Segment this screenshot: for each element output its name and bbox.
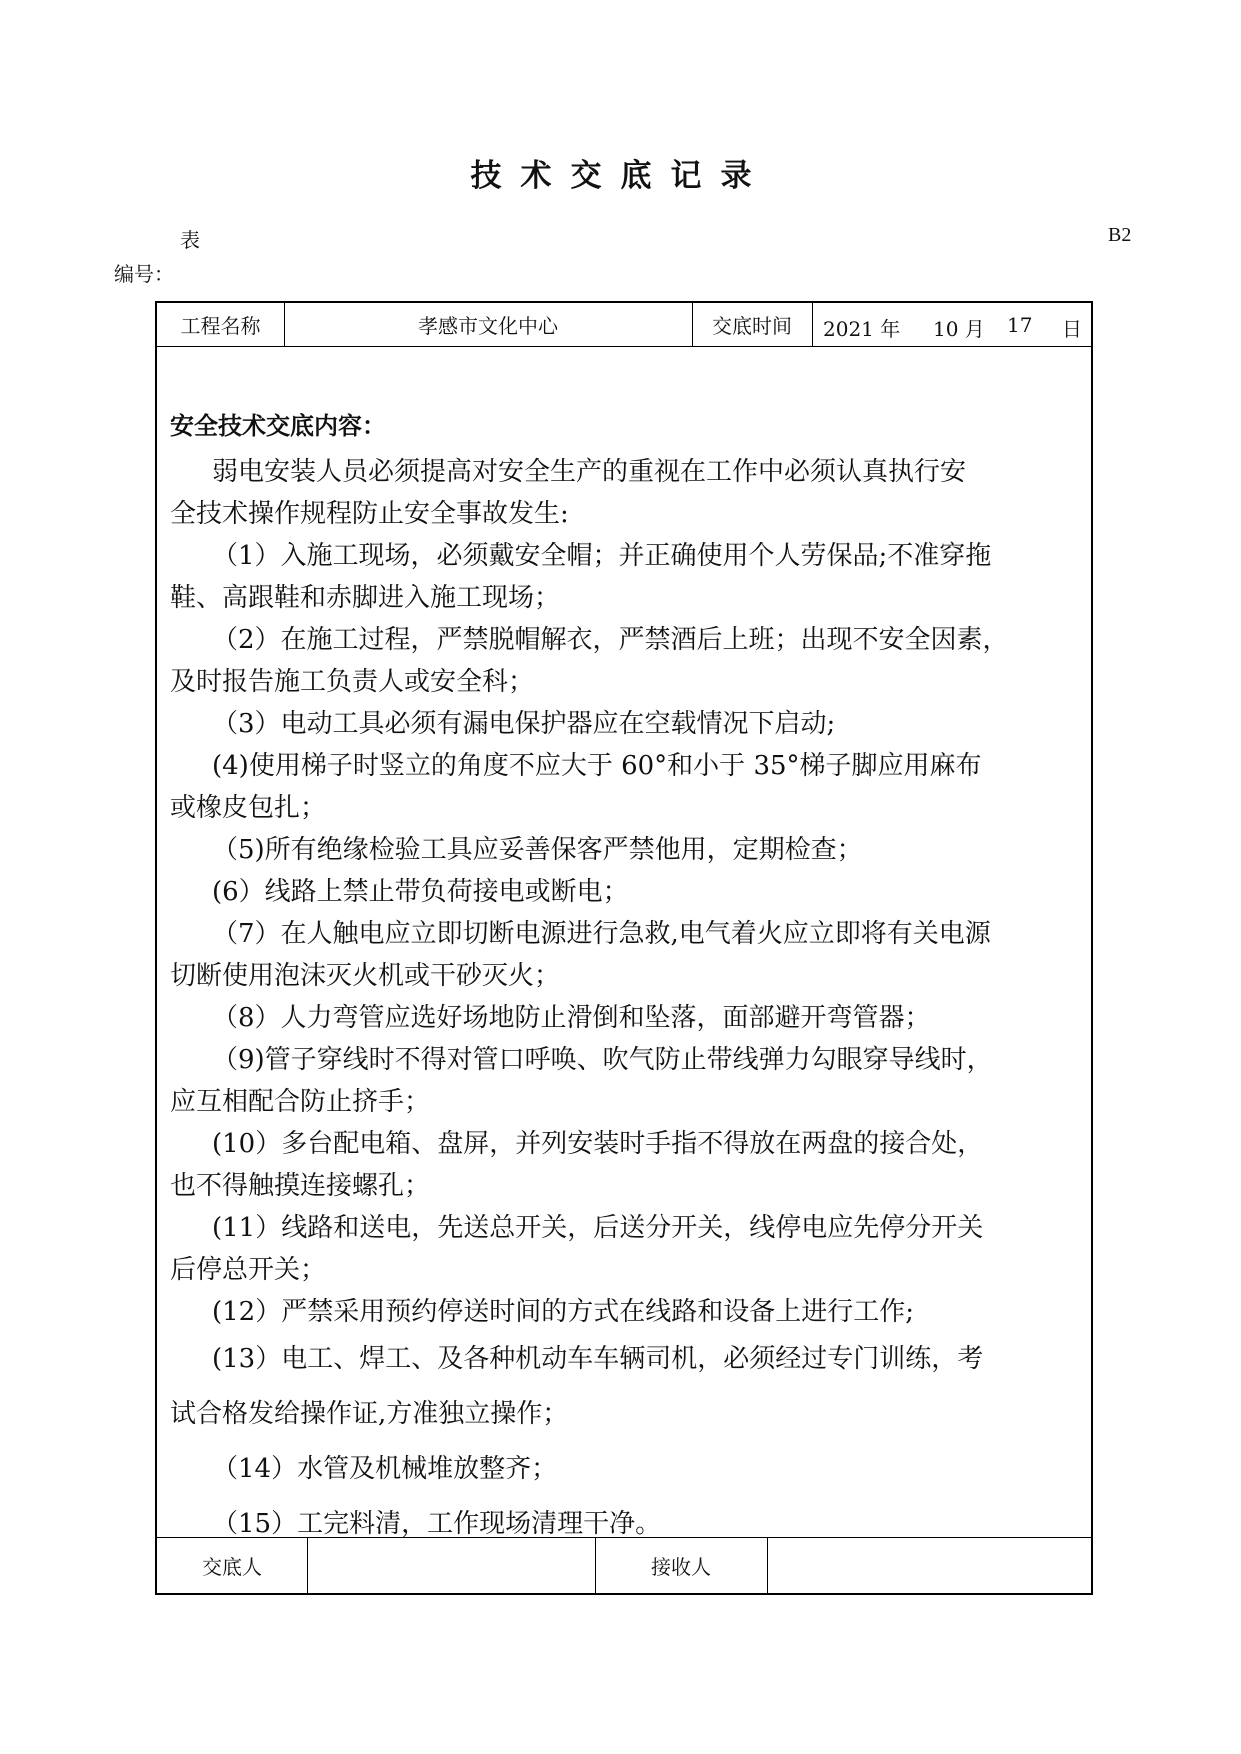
receiver-label: 接收人 [651,1554,711,1579]
project-name-value: 孝感市文化中心 [418,314,558,338]
form-code: B2 [1108,224,1132,246]
divider [157,346,1091,347]
content-heading: 安全技术交底内容： [170,412,386,440]
divider [812,303,813,346]
content-line: (11）线路和送电，先送总开关，后送分开关，线停电应先停分开关 [212,1213,984,1243]
content-line: (6）线路上禁止带负荷接电或断电； [212,877,629,907]
project-name-label: 工程名称 [180,314,261,338]
date-day-unit: 日 [1062,317,1082,341]
giver-value [307,1537,595,1593]
content-line: （3）电动工具必须有漏电保护器应在空载情况下启动; [212,709,836,739]
content-line: （2）在施工过程，严禁脱帽解衣，严禁酒后上班；出现不安全因素， [212,625,1009,655]
giver-label: 交底人 [202,1554,262,1579]
content-line: 后停总开关； [170,1255,327,1285]
content-line: (13）电工、焊工、及各种机动车车辆司机，必须经过专门训练，考 [212,1344,984,1374]
date-year: 2021 年 [823,317,901,341]
content-line: 也不得触摸连接螺孔； [170,1171,431,1201]
content-line: 切断使用泡沫灭火机或干砂灭火； [170,961,561,991]
content-line: （5)所有绝缘检验工具应妥善保客严禁他用，定期检查； [212,835,863,865]
content-line: （8）人力弯管应选好场地防止滑倒和坠落，面部避开弯管器； [212,1003,931,1033]
content-line: 全技术操作规程防止安全事故发生: [170,499,569,529]
record-table [155,301,1093,1595]
content-line: （7）在人触电应立即切断电源进行急救,电气着火应立即将有关电源 [212,919,991,949]
date-label: 交底时间 [712,314,792,338]
content-line: 及时报告施工负责人或安全科； [170,667,535,697]
content-line: （14）水管及机械堆放整齐； [212,1454,558,1484]
date-month: 10 月 [933,317,985,341]
content-line: (10）多台配电箱、盘屏，并列安装时手指不得放在两盘的接合处， [212,1129,984,1159]
content-line: 应互相配合防止挤手； [170,1087,431,1117]
content-line: 鞋、高跟鞋和赤脚进入施工现场； [170,583,561,613]
document-title: 技术交底记录 [470,158,771,194]
form-label: 表 [180,228,200,252]
safety-content [170,373,1070,1543]
content-line: 弱电安装人员必须提高对安全生产的重视在工作中必须认真执行安 [212,457,967,487]
content-line: 试合格发给操作证,方准独立操作； [170,1399,569,1429]
number-label: 编号： [114,262,174,286]
content-line: （9)管子穿线时不得对管口呼唤、吹气防止带线弹力勾眼穿导线时， [212,1045,993,1075]
content-line: （15）工完料清，工作现场清理干净。 [212,1509,662,1539]
content-line: (4)使用梯子时竖立的角度不应大于 60°和小于 35°梯子脚应用麻布 [212,751,982,781]
content-line: (12）严禁采用预约停送时间的方式在线路和设备上进行工作; [212,1297,914,1327]
receiver-value [767,1537,1091,1593]
date-day: 17 [1007,313,1033,337]
content-line: 或橡皮包扎； [170,793,327,823]
content-line: （1）入施工现场，必须戴安全帽；并正确使用个人劳保品;不准穿拖 [212,541,992,571]
